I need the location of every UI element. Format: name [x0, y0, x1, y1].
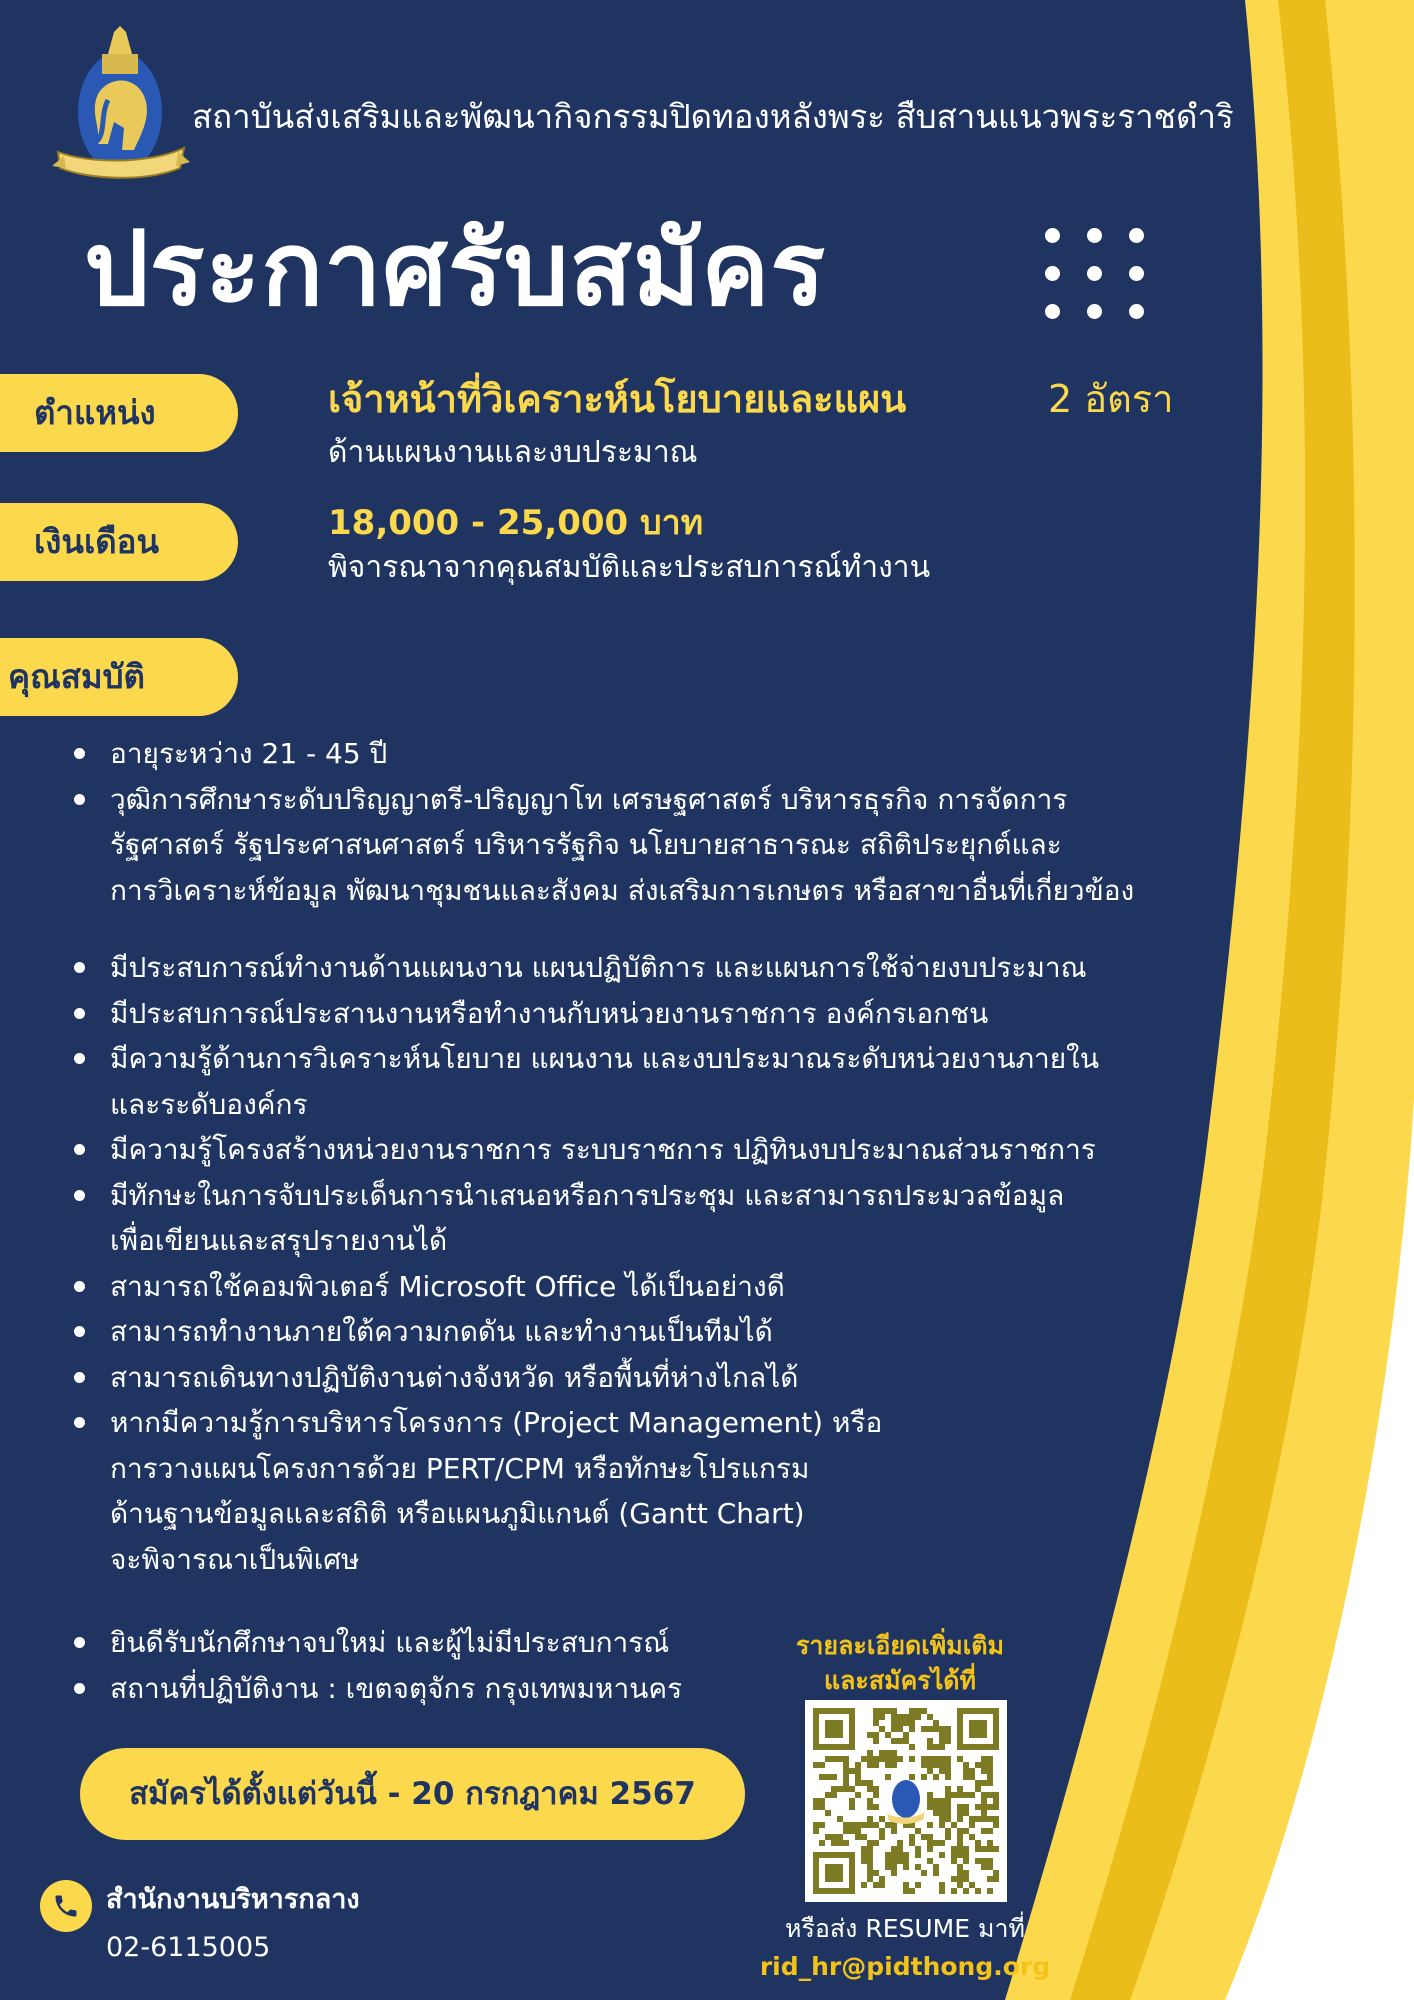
position-title: เจ้าหน้าที่วิเคราะห์นโยบายและแผน: [328, 377, 907, 421]
qualifications-list-b: [70, 945, 1220, 1582]
email-link[interactable]: rid_hr@pidthong.org: [759, 1952, 1051, 1981]
position-subtitle: ด้านแผนงานและงบประมาณ: [328, 435, 698, 470]
list-item: สามารถทำงานภายใต้ความกดดัน และทำงานเป็นทีมได้: [70, 1309, 1220, 1355]
list-item: สามารถเดินทางปฏิบัติงานต่างจังหวัด หรือพื้นที่ห่างไกลได้: [70, 1355, 1220, 1401]
office-phone-number: 02-6115005: [106, 1932, 271, 1963]
list-item: ยินดีรับนักศึกษาจบใหม่ และผู้ไม่มีประสบการณ์: [70, 1620, 770, 1666]
qr-code-icon[interactable]: [805, 1700, 1007, 1902]
page-title: ประกาศรับสมัคร: [84, 210, 827, 329]
salary-amount: 18,000 - 25,000 บาท: [328, 503, 704, 543]
list-item: สถานที่ปฏิบัติงาน : เขตจตุจักร กรุงเทพมหานคร: [70, 1666, 770, 1712]
list-item: มีประสบการณ์ประสานงานหรือทำงานกับหน่วยงานราชการ องค์กรเอกชน: [70, 991, 1220, 1037]
list-item: วุฒิการศึกษาระดับปริญญาตรี-ปริญญาโท เศรษฐศาสตร์ บริหารธุรกิจ การจัดการ รัฐศาสตร์ รัฐประศาสนศาสตร์ บริหารรัฐกิจ นโยบายสาธารณะ สถิติประยุกต์และ การวิเคราะห์ข้อมูล พัฒนาชุมชนและสังคม ส่งเสริมการเกษตร หรือสาขาอื่นที่เกี่ยวข้อง: [70, 777, 1220, 914]
list-item: หากมีความรู้การบริหารโครงการ (Project Management) หรือ การวางแผนโครงการด้วย PERT/CPM หรือทักษะโปรแกรม ด้านฐานข้อมูลและสถิติ หรือแผนภูมิแกนต์ (Gantt Chart) จะพิจารณาเป็นพิเศษ: [70, 1400, 1220, 1582]
qualifications-list-c: [70, 1620, 770, 1711]
list-item: มีประสบการณ์ทำงานด้านแผนงาน แผนปฏิบัติการ และแผนการใช้จ่ายงบประมาณ: [70, 945, 1220, 991]
list-item: สามารถใช้คอมพิวเตอร์ Microsoft Office ได้เป็นอย่างดี: [70, 1264, 1220, 1310]
application-deadline-banner: สมัครได้ตั้งแต่วันนี้ - 20 กรกฎาคม 2567: [80, 1748, 745, 1840]
list-item: มีความรู้ด้านการวิเคราะห์นโยบาย แผนงาน และงบประมาณระดับหน่วยงานภายใน และระดับองค์กร: [70, 1036, 1220, 1127]
logo-emblem-icon: [50, 24, 190, 189]
list-item: มีทักษะในการจับประเด็นการนำเสนอหรือการประชุม และสามารถประมวลข้อมูล เพื่อเขียนและสรุปรายงานได้: [70, 1173, 1220, 1264]
qualifications-list-a: [70, 731, 1220, 913]
list-item: มีความรู้โครงสร้างหน่วยงานราชการ ระบบราชการ ปฏิทินงบประมาณส่วนราชการ: [70, 1127, 1220, 1173]
position-count: 2 อัตรา: [1048, 377, 1174, 421]
office-name: สำนักงานบริหารกลาง: [106, 1884, 360, 1915]
qualifications-label-pill: คุณสมบัติ: [0, 638, 238, 716]
salary-label-pill: เงินเดือน: [0, 503, 238, 581]
salary-note: พิจารณาจากคุณสมบัติและประสบการณ์ทำงาน: [328, 550, 931, 585]
resume-instruction: หรือส่ง RESUME มาที่: [785, 1914, 1025, 1943]
more-info-label: รายละเอียดเพิ่มเติม และสมัครได้ที่: [795, 1631, 1005, 1695]
position-label-pill: ตำแหน่ง: [0, 374, 238, 452]
list-item: อายุระหว่าง 21 - 45 ปี: [70, 731, 1220, 777]
dots-decoration: [1045, 228, 1145, 320]
phone-icon: [40, 1880, 92, 1932]
organization-name: สถาบันส่งเสริมและพัฒนากิจกรรมปิดทองหลังพระ สืบสานแนวพระราชดำริ: [192, 97, 1234, 136]
